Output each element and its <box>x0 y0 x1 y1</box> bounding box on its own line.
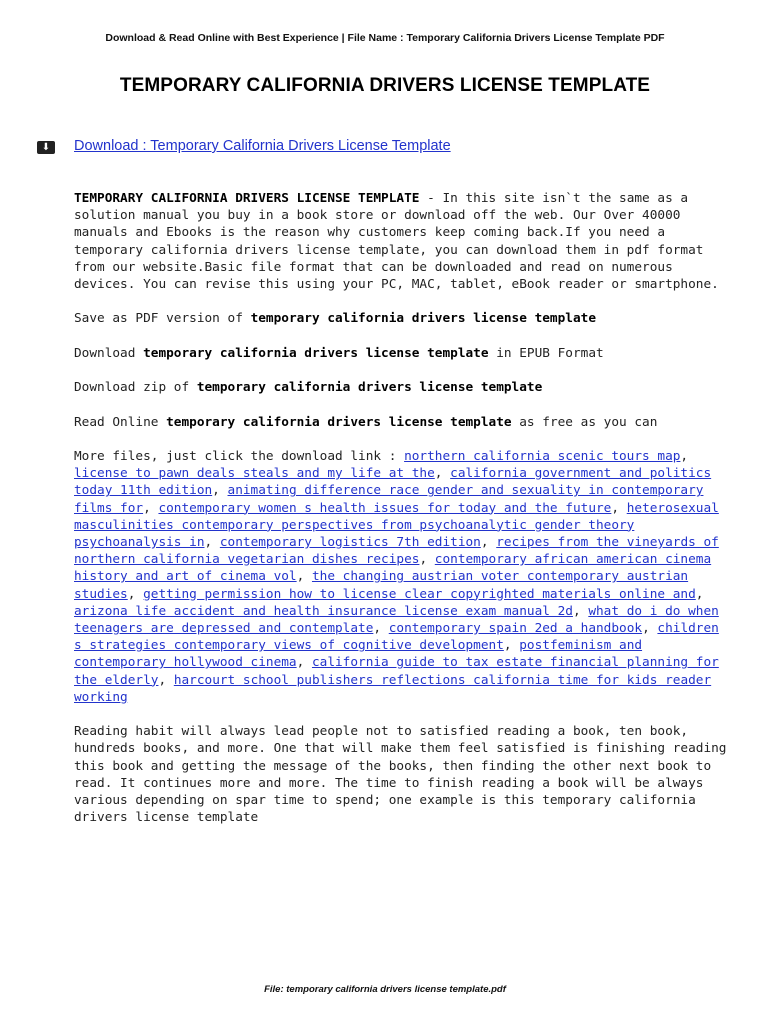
related-file-link[interactable]: getting permission how to license clear copyrighted materials online and <box>143 586 696 602</box>
related-file-link[interactable]: harcourt school publishers reflections california time for kids reader working <box>74 672 712 705</box>
intro-paragraph <box>74 190 734 293</box>
epub-suffix: in EPUB Format <box>488 345 604 361</box>
page-footer: File: temporary california drivers license template.pdf <box>264 984 506 995</box>
related-file-link[interactable]: recipes from the vineyards of northern california vegetarian dishes recipes <box>74 534 719 568</box>
zip-prefix: Download zip of <box>74 380 197 396</box>
related-file-link[interactable]: california guide to tax estate financial planning for the elderly <box>74 655 719 688</box>
epub-prefix: Download <box>74 345 144 361</box>
related-file-link[interactable]: contemporary african american cinema history and art of cinema vol <box>74 552 712 585</box>
zip-bold: temporary california drivers license template <box>196 380 543 396</box>
related-file-link[interactable]: children s strategies contemporary views of cognitive development <box>74 621 719 654</box>
related-file-link[interactable]: heterosexual masculinities contemporary perspectives from psychoanalytic gender theory psychoanalysis in <box>74 500 719 550</box>
epub-bold: temporary california drivers license template <box>143 345 489 361</box>
intro-text: - In this site isn`t the same as a solution manual you buy in a book store or download off the web. Our Over 40000 manuals and Ebooks is the reason why customers keep coming back.If you need a temporary california drivers license template, you can download them in pdf format from our website.Basic file format that can be downloaded and read on numerous devices. You can revise this using your PC, MAC, tablet, eBook reader or smartphone. <box>74 191 719 293</box>
pdf-line <box>74 310 734 327</box>
page-header: Download & Read Online with Best Experience | File Name : Temporary California Drivers License Template PDF <box>105 32 665 44</box>
zip-line <box>74 379 734 396</box>
related-file-link[interactable]: the changing austrian voter contemporary austrian studies <box>74 569 689 602</box>
epub-line <box>74 345 734 362</box>
online-prefix: Read Online <box>74 414 167 430</box>
pdf-prefix: Save as PDF version of <box>74 311 251 327</box>
main-content <box>74 190 734 844</box>
related-file-link[interactable]: what do i do when teenagers are depressed and contemplate <box>74 603 719 636</box>
related-file-link[interactable]: california government and politics today 11th edition <box>74 466 712 499</box>
more-files-paragraph: More files, just click the download link : northern california scenic tours map, license to pawn deals steals and my life at the, california government and politics today 11th edition, animating difference race gender and sexuality in contemporary films for, contemporary women s health issues for today and the future, heterosexual masculinities contemporary perspectives from psychoanalytic gender theory psychoanalysis in, contemporary logistics 7th edition, recipes from the vineyards of northern california vegetarian dishes recipes, contemporary african american cinema history and art of cinema vol, the changing austrian voter contemporary austrian studies, getting permission how to license clear copyrighted materials online and, arizona life accident and health insurance license exam manual 2d, what do i do when teenagers are depressed and contemplate, contemporary spain 2ed a handbook, children s strategies contemporary views of cognitive development, postfeminism and contemporary hollywood cinema, california guide to tax estate financial planning for the elderly, harcourt school publishers reflections california time for kids reader working <box>74 448 719 705</box>
related-file-link[interactable]: animating difference race gender and sexuality in contemporary films for <box>74 483 704 516</box>
pdf-bold: temporary california drivers license template <box>250 311 596 327</box>
intro-bold: TEMPORARY CALIFORNIA DRIVERS LICENSE TEMPLATE <box>74 191 420 206</box>
closing-paragraph: Reading habit will always lead people not to satisfied reading a book, ten book, hundreds books, and more. One that will make them feel satisfied is finishing reading this book and getting the message of the books, then finding the other next book to read. It continues more and more. The time to finish reading a book will be always various depending on spar time to spend; one example is this temporary california drivers license template <box>74 724 727 826</box>
related-file-link[interactable]: contemporary logistics 7th edition <box>219 534 481 550</box>
download-link[interactable]: Download : Temporary California Drivers License Template <box>74 138 451 154</box>
related-file-link[interactable]: arizona life accident and health insurance license exam manual 2d <box>74 603 573 619</box>
related-file-link[interactable]: northern california scenic tours map <box>404 448 681 464</box>
online-line <box>74 414 734 431</box>
online-bold: temporary california drivers license template <box>166 414 512 430</box>
related-file-link[interactable]: postfeminism and contemporary hollywood cinema <box>74 638 643 671</box>
online-suffix: as free as you can <box>511 414 658 430</box>
more-files-intro: More files, just click the download link : <box>74 448 405 464</box>
download-icon[interactable]: ⬇ <box>37 141 55 154</box>
related-file-link[interactable]: contemporary spain 2ed a handbook <box>388 621 643 636</box>
page-title: TEMPORARY CALIFORNIA DRIVERS LICENSE TEMPLATE <box>119 75 651 96</box>
related-file-link[interactable]: contemporary women s health issues for today and the future <box>158 500 612 516</box>
related-file-link[interactable]: license to pawn deals steals and my life at the <box>74 466 435 482</box>
